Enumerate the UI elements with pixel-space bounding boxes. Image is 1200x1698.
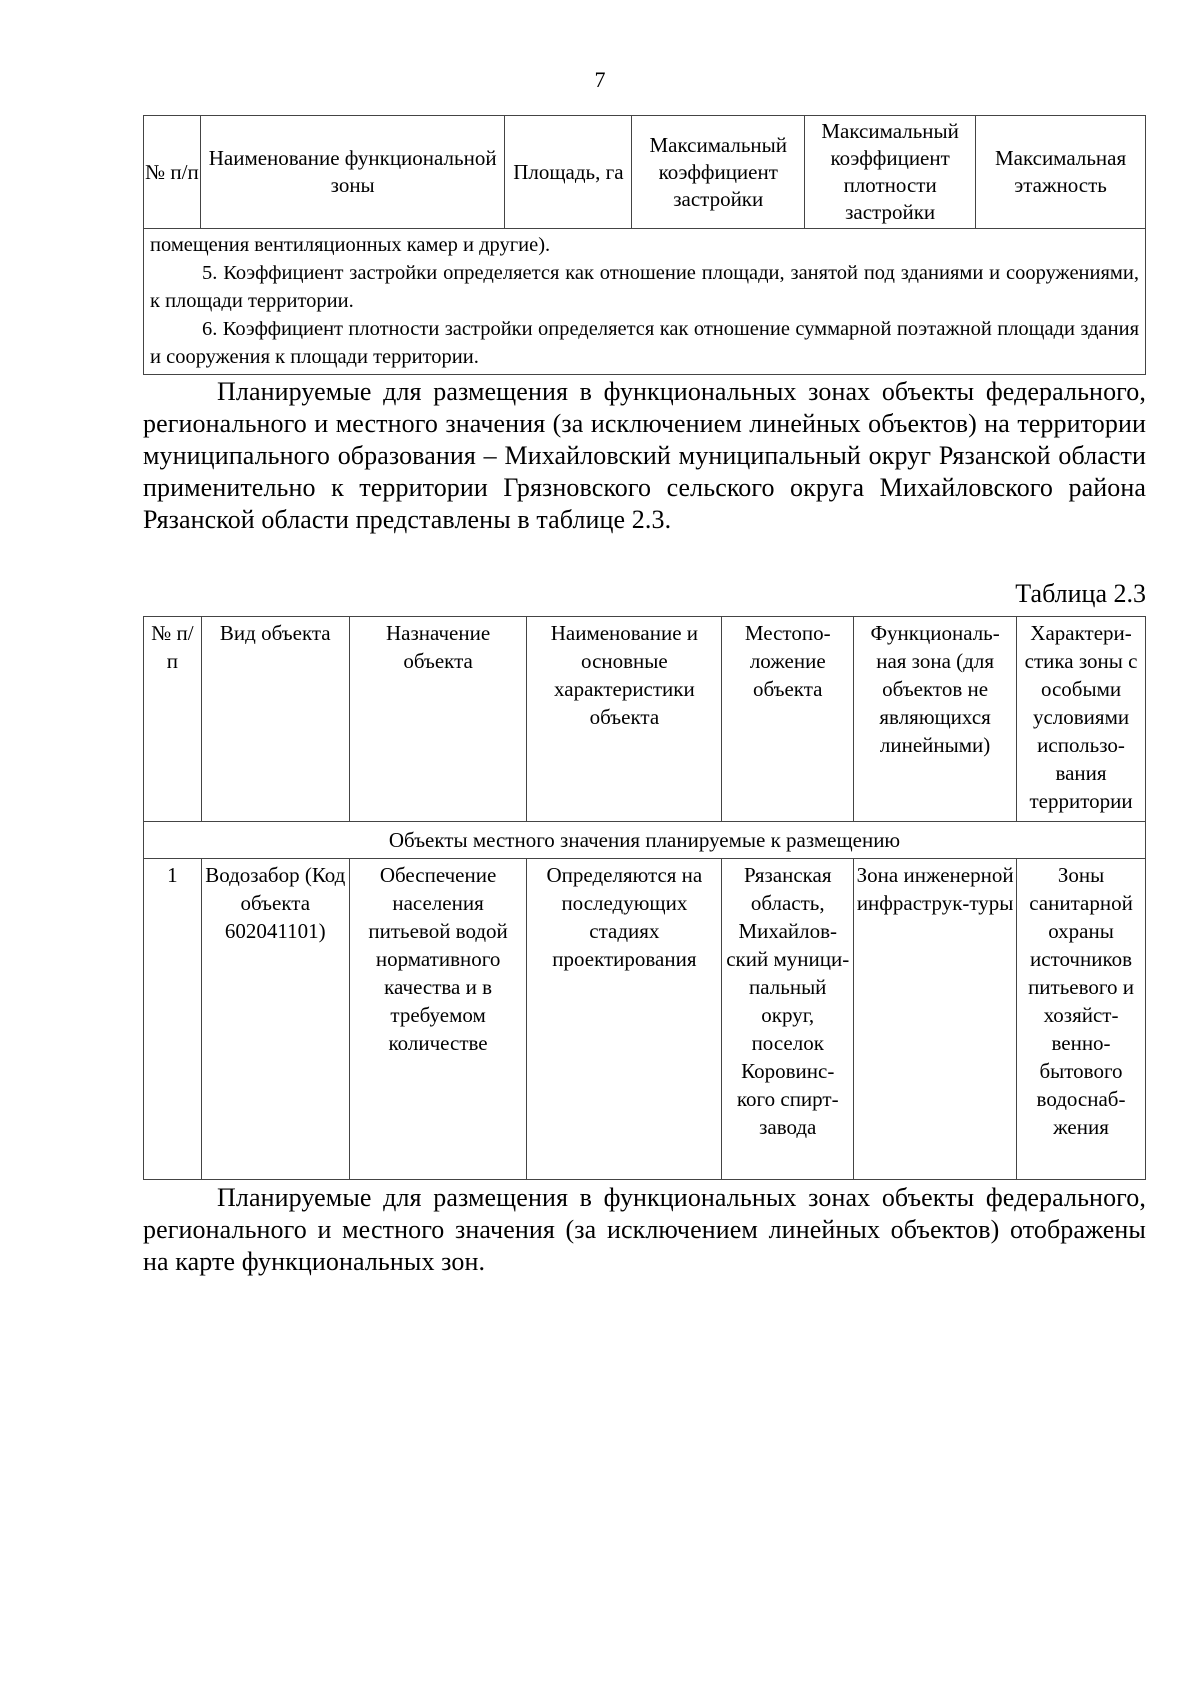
page-number: 7 (594, 67, 606, 92)
header-cell-max-coverage: Максимальный коэффициент застройки (632, 116, 805, 229)
table-row (144, 859, 1146, 1180)
zones-table-header-row (144, 116, 1146, 229)
note-5: 5. Коэффициент застройки определяется как отношение площади, занятой под зданиями и сооружениями, к площади территории. (150, 262, 1139, 312)
header-cell-max-floors: Максимальная этажность (976, 116, 1146, 229)
note-6: 6. Коэффициент плотности застройки определяется как отношение суммарной поэтажной площади здания и сооружения к площади территории. (150, 318, 1139, 368)
objects-table-section-row (144, 822, 1146, 859)
header-cell-object-name: Наименование и основные характеристики объекта (527, 617, 722, 822)
paragraph-closing-text: Планируемые для размещения в функциональных зонах объекты федерального, регионального и местного значения (за исключением линейных объектов) отображены на карте функциональных зон. (143, 1183, 1146, 1276)
section-title: Объекты местного значения планируемые к размещению (144, 822, 1146, 859)
note-line-continuation: помещения вентиляционных камер и другие). (150, 234, 551, 256)
cell-object-name: Определяются на последующих стадиях проектирования (527, 859, 722, 1180)
header-cell-object-purpose: Назначение объекта (349, 617, 527, 822)
paragraph-intro-text: Планируемые для размещения в функциональных зонах объекты федерального, регионального и местного значения (за исключением линейных объектов) на территории муниципального образования – Михайловский муниципальный округ Рязанской области применительно к территории Грязновского сельского округа Михайловского района Рязанской области представлены в таблице 2.3. (143, 377, 1146, 534)
header-cell-functional-zone: Функциональ-ная зона (для объектов не являющихся линейными) (854, 617, 1017, 822)
cell-number: 1 (144, 859, 202, 1180)
cell-functional-zone: Зона инженерной инфраструк-туры (854, 859, 1017, 1180)
planned-objects-table (143, 616, 1146, 1180)
header-cell-object-type: Вид объекта (201, 617, 349, 822)
header-cell-area: Площадь, га (505, 116, 632, 229)
zones-table-notes-row (144, 229, 1146, 375)
header-cell-number: № п/п (144, 116, 201, 229)
header-cell-max-density: Максимальный коэффициент плотности застройки (805, 116, 976, 229)
notes-cell (144, 229, 1146, 375)
cell-object-type: Водозабор (Код объекта 602041101) (201, 859, 349, 1180)
cell-object-purpose: Обеспечение населения питьевой водой нормативного качества и в требуемом количестве (349, 859, 527, 1180)
header-cell-object-location: Местопо-ложение объекта (722, 617, 854, 822)
header-cell-number: № п/п (144, 617, 202, 822)
table-caption: Таблица 2.3 (1015, 579, 1146, 608)
cell-object-location: Рязанская область, Михайлов-ский муници-пальный округ, поселок Коровинс-кого спирт-завода (722, 859, 854, 1180)
header-cell-zone-name: Наименование функциональной зоны (200, 116, 505, 229)
cell-special-zone: Зоны санитарной охраны источников питьевого и хозяйст-венно-бытового водоснаб-жения (1017, 859, 1146, 1180)
paragraph-intro (143, 376, 1146, 536)
objects-table-header-row (144, 617, 1146, 822)
paragraph-closing (143, 1182, 1146, 1278)
header-cell-special-zone: Характери-стика зоны с особыми условиями использо-вания территории (1017, 617, 1146, 822)
zones-table-continuation (143, 115, 1146, 375)
